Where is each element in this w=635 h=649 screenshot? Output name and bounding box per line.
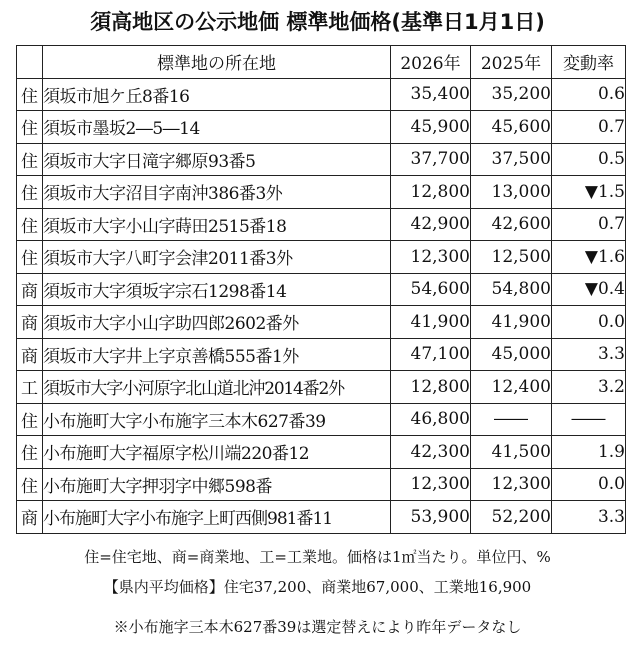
land-price-table bbox=[16, 45, 626, 534]
land-type: 工 bbox=[17, 371, 43, 404]
land-type: 住 bbox=[17, 468, 43, 501]
table-row bbox=[17, 338, 626, 371]
price-2025: 54,800 bbox=[471, 273, 552, 306]
price-2026: 54,600 bbox=[391, 273, 471, 306]
table-row bbox=[17, 78, 626, 111]
header-change: 変動率 bbox=[552, 46, 626, 79]
table-row bbox=[17, 273, 626, 306]
price-2026: 46,800 bbox=[391, 403, 471, 436]
location: 小布施町大字押羽字中郷598番 bbox=[43, 468, 391, 501]
price-2026: 45,900 bbox=[391, 111, 471, 144]
average-prices-note: 【県内平均価格】住宅37,200、商業地67,000、工業地16,900 bbox=[103, 578, 532, 596]
price-2026: 12,300 bbox=[391, 241, 471, 274]
location: 須坂市大字八町字会津2011番3外 bbox=[43, 241, 391, 274]
change-rate: 3.3 bbox=[552, 338, 626, 371]
price-2026: 42,900 bbox=[391, 208, 471, 241]
footnote: ※小布施字三本木627番39は選定替えにより昨年データなし bbox=[113, 618, 522, 636]
change-rate: ▼0.4 bbox=[552, 273, 626, 306]
change-rate: 0.7 bbox=[552, 111, 626, 144]
price-2026: 53,900 bbox=[391, 501, 471, 534]
header-2026: 2026年 bbox=[391, 46, 471, 79]
table-row bbox=[17, 306, 626, 339]
price-2026: 12,800 bbox=[391, 371, 471, 404]
location: 須坂市墨坂2―5―14 bbox=[43, 111, 391, 144]
price-2025: 12,400 bbox=[471, 371, 552, 404]
land-type: 商 bbox=[17, 501, 43, 534]
table-row bbox=[17, 143, 626, 176]
price-2025: 12,500 bbox=[471, 241, 552, 274]
land-type: 住 bbox=[17, 176, 43, 209]
price-2025: ―― bbox=[471, 403, 552, 436]
land-type: 住 bbox=[17, 208, 43, 241]
location: 小布施町大字福原字松川端220番12 bbox=[43, 436, 391, 469]
price-2025: 41,500 bbox=[471, 436, 552, 469]
land-type: 商 bbox=[17, 338, 43, 371]
legend-note: 住=住宅地、商=商業地、工=工業地。価格は1㎡当たり。単位円、% bbox=[84, 548, 551, 566]
location: 須坂市大字小山字蒔田2515番18 bbox=[43, 208, 391, 241]
table-row bbox=[17, 501, 626, 534]
change-rate: 0.7 bbox=[552, 208, 626, 241]
table-row bbox=[17, 111, 626, 144]
change-rate: 3.3 bbox=[552, 501, 626, 534]
header-2025: 2025年 bbox=[471, 46, 552, 79]
price-2025: 52,200 bbox=[471, 501, 552, 534]
table-row bbox=[17, 241, 626, 274]
change-rate: ▼1.5 bbox=[552, 176, 626, 209]
location: 須坂市旭ケ丘8番16 bbox=[43, 78, 391, 111]
price-2025: 13,000 bbox=[471, 176, 552, 209]
page-title: 須高地区の公示地価 標準地価格(基準日1月1日) bbox=[90, 10, 545, 34]
location: 須坂市大字沼目字南沖386番3外 bbox=[43, 176, 391, 209]
table-row bbox=[17, 436, 626, 469]
location: 須坂市大字須坂字宗石1298番14 bbox=[43, 273, 391, 306]
table-row bbox=[17, 403, 626, 436]
location: 小布施町大字小布施字上町西側981番11 bbox=[43, 501, 391, 534]
price-2026: 42,300 bbox=[391, 436, 471, 469]
change-rate: 0.6 bbox=[552, 78, 626, 111]
table-row bbox=[17, 176, 626, 209]
price-2025: 35,200 bbox=[471, 78, 552, 111]
table-row bbox=[17, 468, 626, 501]
land-type: 住 bbox=[17, 111, 43, 144]
price-2025: 45,000 bbox=[471, 338, 552, 371]
land-type: 住 bbox=[17, 78, 43, 111]
price-2026: 47,100 bbox=[391, 338, 471, 371]
table-header-row bbox=[17, 46, 626, 79]
price-2025: 45,600 bbox=[471, 111, 552, 144]
change-rate: 1.9 bbox=[552, 436, 626, 469]
price-2026: 35,400 bbox=[391, 78, 471, 111]
location: 須坂市大字小河原字北山道北沖2014番2外 bbox=[43, 371, 391, 404]
land-type: 住 bbox=[17, 436, 43, 469]
price-2026: 41,900 bbox=[391, 306, 471, 339]
land-type: 住 bbox=[17, 241, 43, 274]
price-2025: 42,600 bbox=[471, 208, 552, 241]
location: 須坂市大字井上字京善橋555番1外 bbox=[43, 338, 391, 371]
change-rate: 3.2 bbox=[552, 371, 626, 404]
change-rate: 0.5 bbox=[552, 143, 626, 176]
change-rate: ―― bbox=[552, 403, 626, 436]
change-rate: 0.0 bbox=[552, 306, 626, 339]
land-type: 商 bbox=[17, 273, 43, 306]
land-type: 商 bbox=[17, 306, 43, 339]
price-2025: 41,900 bbox=[471, 306, 552, 339]
header-type bbox=[17, 46, 43, 79]
location: 須坂市大字小山字助四郎2602番外 bbox=[43, 306, 391, 339]
price-2025: 37,500 bbox=[471, 143, 552, 176]
price-2026: 12,800 bbox=[391, 176, 471, 209]
price-2026: 37,700 bbox=[391, 143, 471, 176]
price-2025: 12,300 bbox=[471, 468, 552, 501]
header-location: 標準地の所在地 bbox=[43, 46, 391, 79]
land-type: 住 bbox=[17, 403, 43, 436]
change-rate: ▼1.6 bbox=[552, 241, 626, 274]
price-2026: 12,300 bbox=[391, 468, 471, 501]
table-row bbox=[17, 208, 626, 241]
table-row bbox=[17, 371, 626, 404]
location: 須坂市大字日滝字郷原93番5 bbox=[43, 143, 391, 176]
location: 小布施町大字小布施字三本木627番39 bbox=[43, 403, 391, 436]
change-rate: 0.0 bbox=[552, 468, 626, 501]
land-type: 住 bbox=[17, 143, 43, 176]
